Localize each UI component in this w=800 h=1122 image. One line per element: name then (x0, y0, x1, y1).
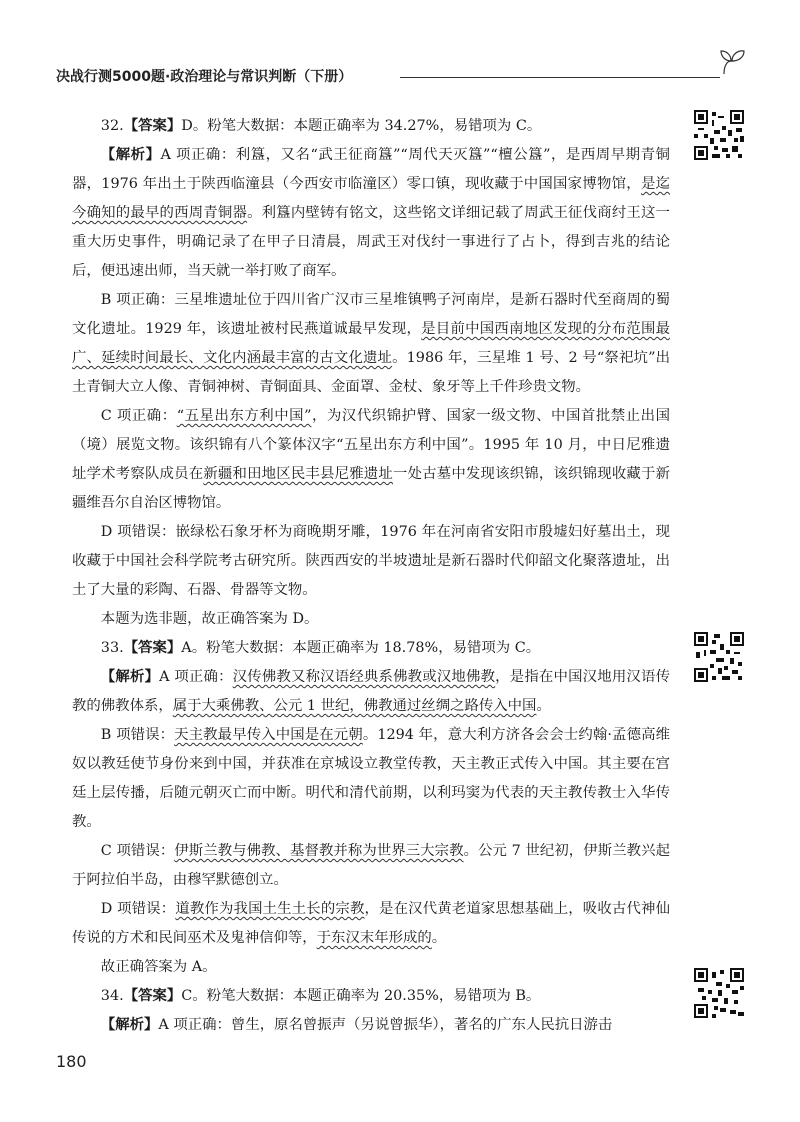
q34-answer-line (72, 982, 670, 1011)
option-text: 。1986 年，三星堆 1 号、2 号“祭祀坑”出土青铜大立人像、青铜神树、青铜面具、金面罩、金杖、象牙等上千件珍贵文物。 (72, 350, 670, 395)
key-point-underlined: 道教作为我国土生土长的宗教 (175, 901, 365, 917)
key-point-underlined: 是目前中国西南地区发现的分布范围最广、延续时间最长、文化内涵最丰富的古文化遗址 (72, 321, 670, 366)
bracket-close: 】 (166, 118, 182, 134)
option-text: C 项错误： (100, 843, 175, 859)
option-text: A 项正确：利簋，又名“武王征商簋”“周代天灭簋”“檀公簋”，是西周早期青铜器，1976 年出土于陕西临潼县（今西安市临潼区）零口镇，现收藏于中国国家博物馆， (72, 147, 670, 192)
answer-summary: C。粉笔大数据：本题正确率为 20.35%，易错项为 B。 (181, 988, 541, 1004)
key-point-underlined: 伊斯兰教与佛教、基督教并称为世界三大宗教 (174, 843, 464, 859)
key-point-underlined: 是迄今确知的最早的西周青铜器 (72, 176, 670, 221)
answer-label (124, 988, 182, 1004)
option-text: A 项正确：曾生，原名曾振声（另说曾振华），著名的广东人民抗日游击 (158, 1017, 613, 1033)
answer-label-text: 答案 (138, 988, 167, 1004)
q33-option-c (72, 837, 670, 895)
header-rule (400, 77, 720, 78)
answer-label-text: 答案 (138, 118, 167, 134)
q32-conclusion: 本题为选非题，故正确答案为 D。 (100, 611, 319, 627)
key-point-underlined: “五星出东方利中国” (176, 408, 312, 424)
bracket-close: 】 (145, 147, 161, 163)
option-text: 。 (536, 698, 551, 714)
option-text: B 项错误： (100, 727, 175, 743)
analysis-label (101, 1017, 159, 1033)
q33-option-b (72, 721, 670, 837)
option-text: 。利簋内壁铸有铭文，这些铭文详细记载了周武王征伐商纣王这一重大历史事件，明确记录了在甲子日清晨，周武王对伐纣一事进行了占卜，得到吉兆的结论后，便迅速出师，当天就一举打败了商军。 (72, 205, 670, 279)
question-number: 32. (100, 118, 124, 134)
key-point-underlined: 属于大乘佛教、公元 1 世纪，佛教通过丝绸之路传入中国 (172, 698, 537, 714)
q33-option-a (72, 663, 670, 721)
bracket-close: 】 (166, 988, 182, 1004)
answer-summary: D。粉笔大数据：本题正确率为 34.27%，易错项为 C。 (181, 118, 542, 134)
answer-summary: A。粉笔大数据：本题正确率为 18.78%，易错项为 C。 (181, 640, 541, 656)
analysis-label-text: 解析 (115, 1017, 144, 1033)
bracket-close: 】 (144, 669, 160, 685)
analysis-label (101, 147, 161, 163)
option-text: 。 (431, 930, 447, 946)
bracket-open: 【 (100, 669, 116, 685)
answer-label (124, 640, 182, 656)
book-title: 决战行测5000题·政治理论与常识判断（下册） (56, 69, 353, 85)
qr-code-icon (694, 110, 744, 160)
bracket-open: 【 (123, 640, 139, 656)
bracket-open: 【 (123, 988, 139, 1004)
analysis-label-text: 解析 (115, 669, 145, 685)
option-text: ，为汉代织锦护臂、国家一级文物、中国首批禁止出国（境）展览文物。该织锦有八个篆体汉字“五星出东方利中国”。1995 年 10 月，中日尼雅遗址学术考察队成员在 (72, 408, 670, 482)
analysis-label-text: 解析 (115, 147, 146, 163)
page-number: 180 (56, 1052, 87, 1071)
leaf-sprout-icon (718, 48, 746, 78)
qr-code-icon (694, 968, 744, 1018)
q32-option-c (72, 402, 670, 518)
bracket-open: 【 (123, 118, 139, 134)
q32-option-d (72, 518, 670, 605)
option-text: ，是指在中国汉地用汉语传教的佛教体系， (72, 669, 670, 714)
qr-code-icon (694, 632, 744, 682)
question-number: 34. (100, 988, 124, 1004)
option-text: 。1294 年，意大利方济各会会士约翰·孟德高维奴以教廷使节身份来到中国，并获准在京城设立教堂传教，天主教正式传入中国。其主要在宫廷上层传播，后随元朝灭亡而中断。明代和清代前期，以利玛窦为代表的天主教传教士入华传教。 (72, 727, 670, 830)
option-text: D 项错误：嵌绿松石象牙杯为商晚期牙雕，1976 年在河南省安阳市殷墟妇好墓出土，现收藏于中国社会科学院考古研究所。陕西西安的半坡遗址是新石器时代仰韶文化聚落遗址，出土了大量的彩陶、石器、骨器等文物。 (72, 524, 670, 598)
key-point-underlined: 汉传佛教又称汉语经典系佛教或汉地佛教 (232, 669, 496, 685)
question-number: 33. (100, 640, 124, 656)
q33-answer-line (72, 634, 670, 663)
q33-conclusion: 故正确答案为 A。 (100, 959, 217, 975)
q33-option-d (72, 895, 670, 953)
bracket-close: 】 (166, 640, 182, 656)
option-text: ，是在汉代黄老道家思想基础上，吸收古代神仙传说的方术和民间巫术及鬼神信仰等， (72, 901, 670, 946)
option-text: A 项正确： (159, 669, 233, 685)
q32-option-b (72, 286, 670, 402)
key-point-underlined: 天主教最早传入中国是在元朝 (174, 727, 363, 743)
key-point-underlined: 于东汉末年形成的 (316, 930, 432, 946)
option-text: 。公元 7 世纪初，伊斯兰教兴起于阿拉伯半岛，由穆罕默德创立。 (72, 843, 670, 888)
running-header (56, 62, 746, 90)
option-text: B 项正确：三星堆遗址位于四川省广汉市三星堆镇鸭子河南岸，是新石器时代至商周的蜀文化遗址。1929 年，该遗址被村民燕道诚最早发现， (72, 292, 670, 337)
bracket-open: 【 (100, 147, 116, 163)
option-text: C 项正确： (100, 408, 177, 424)
key-point-underlined: 新疆和田地区民丰县尼雅遗址 (203, 466, 393, 482)
bracket-open: 【 (100, 1017, 116, 1033)
bracket-close: 】 (144, 1017, 159, 1033)
option-text: 一处古墓中发现该织锦，该织锦现收藏于新疆维吾尔自治区博物馆。 (72, 466, 670, 511)
q32-option-a (72, 141, 670, 286)
analysis-label (101, 669, 159, 685)
option-text: D 项错误： (100, 901, 176, 917)
q32-answer-line (72, 112, 670, 141)
answer-label (124, 118, 182, 134)
answer-label-text: 答案 (138, 640, 167, 656)
q34-option-a (72, 1011, 670, 1040)
explanation-content (72, 112, 670, 1040)
